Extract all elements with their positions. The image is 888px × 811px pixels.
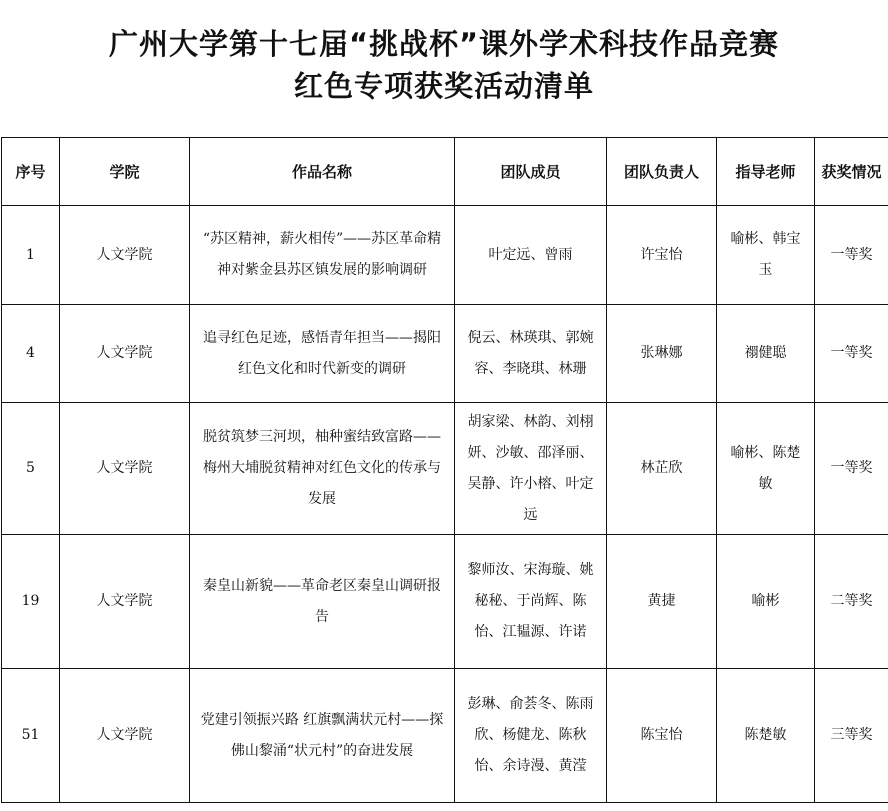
cell-award: 一等奖 bbox=[815, 403, 888, 535]
header-award: 获奖情况 bbox=[815, 138, 888, 206]
cell-college: 人文学院 bbox=[60, 403, 190, 535]
cell-work-title: 脱贫筑梦三河坝，柚种蜜结致富路——梅州大埔脱贫精神对红色文化的传承与发展 bbox=[190, 403, 455, 535]
cell-college: 人文学院 bbox=[60, 535, 190, 669]
header-index: 序号 bbox=[2, 138, 60, 206]
cell-team-leader: 张琳娜 bbox=[607, 305, 717, 403]
cell-advisor: 喻彬、韩宝玉 bbox=[717, 206, 815, 305]
table-row bbox=[2, 305, 888, 403]
cell-team-leader: 林芷欣 bbox=[607, 403, 717, 535]
header-team-members: 团队成员 bbox=[455, 138, 607, 206]
awards-table bbox=[1, 137, 888, 803]
cell-work-title: 追寻红色足迹，感悟青年担当——揭阳红色文化和时代新变的调研 bbox=[190, 305, 455, 403]
header-advisor: 指导老师 bbox=[717, 138, 815, 206]
cell-advisor: 喻彬、陈楚敏 bbox=[717, 403, 815, 535]
cell-work-title: 秦皇山新貌——革命老区秦皇山调研报告 bbox=[190, 535, 455, 669]
cell-team-members: 胡家梁、林韵、刘栩妍、沙敏、邵泽丽、吴静、许小榕、叶定远 bbox=[455, 403, 607, 535]
cell-college: 人文学院 bbox=[60, 669, 190, 803]
table-row bbox=[2, 669, 888, 803]
cell-work-title: 党建引领振兴路 红旗飘满状元村——探佛山黎涌“状元村”的奋进发展 bbox=[190, 669, 455, 803]
cell-advisor: 禤健聪 bbox=[717, 305, 815, 403]
cell-work-title: “苏区精神，薪火相传”——苏区革命精神对紫金县苏区镇发展的影响调研 bbox=[190, 206, 455, 305]
cell-index: 51 bbox=[2, 669, 60, 803]
document-title-line-1: 广州大学第十七届“挑战杯”课外学术科技作品竞赛 bbox=[108, 27, 780, 61]
cell-team-leader: 黄捷 bbox=[607, 535, 717, 669]
cell-team-members: 黎师汝、宋海璇、姚秘秘、于尚辉、陈怡、江韫源、许诺 bbox=[455, 535, 607, 669]
table-row bbox=[2, 535, 888, 669]
cell-index: 1 bbox=[2, 206, 60, 305]
document-title-line-2: 红色专项获奖活动清单 bbox=[293, 69, 594, 103]
cell-advisor: 喻彬 bbox=[717, 535, 815, 669]
cell-award: 二等奖 bbox=[815, 535, 888, 669]
cell-award: 三等奖 bbox=[815, 669, 888, 803]
table-header-row bbox=[2, 138, 888, 206]
cell-index: 5 bbox=[2, 403, 60, 535]
cell-college: 人文学院 bbox=[60, 305, 190, 403]
table-row bbox=[2, 403, 888, 535]
cell-team-members: 叶定远、曾雨 bbox=[455, 206, 607, 305]
cell-college: 人文学院 bbox=[60, 206, 190, 305]
header-team-leader: 团队负责人 bbox=[607, 138, 717, 206]
cell-team-members: 倪云、林瑛琪、郭婉容、李晓琪、林珊 bbox=[455, 305, 607, 403]
cell-advisor: 陈楚敏 bbox=[717, 669, 815, 803]
cell-team-leader: 许宝怡 bbox=[607, 206, 717, 305]
header-college: 学院 bbox=[60, 138, 190, 206]
cell-award: 一等奖 bbox=[815, 206, 888, 305]
cell-team-members: 彭琳、俞荟冬、陈雨欣、杨健龙、陈秋怡、余诗漫、黄滢 bbox=[455, 669, 607, 803]
table-row bbox=[2, 206, 888, 305]
cell-index: 19 bbox=[2, 535, 60, 669]
cell-team-leader: 陈宝怡 bbox=[607, 669, 717, 803]
header-work-title: 作品名称 bbox=[190, 138, 455, 206]
cell-index: 4 bbox=[2, 305, 60, 403]
cell-award: 一等奖 bbox=[815, 305, 888, 403]
